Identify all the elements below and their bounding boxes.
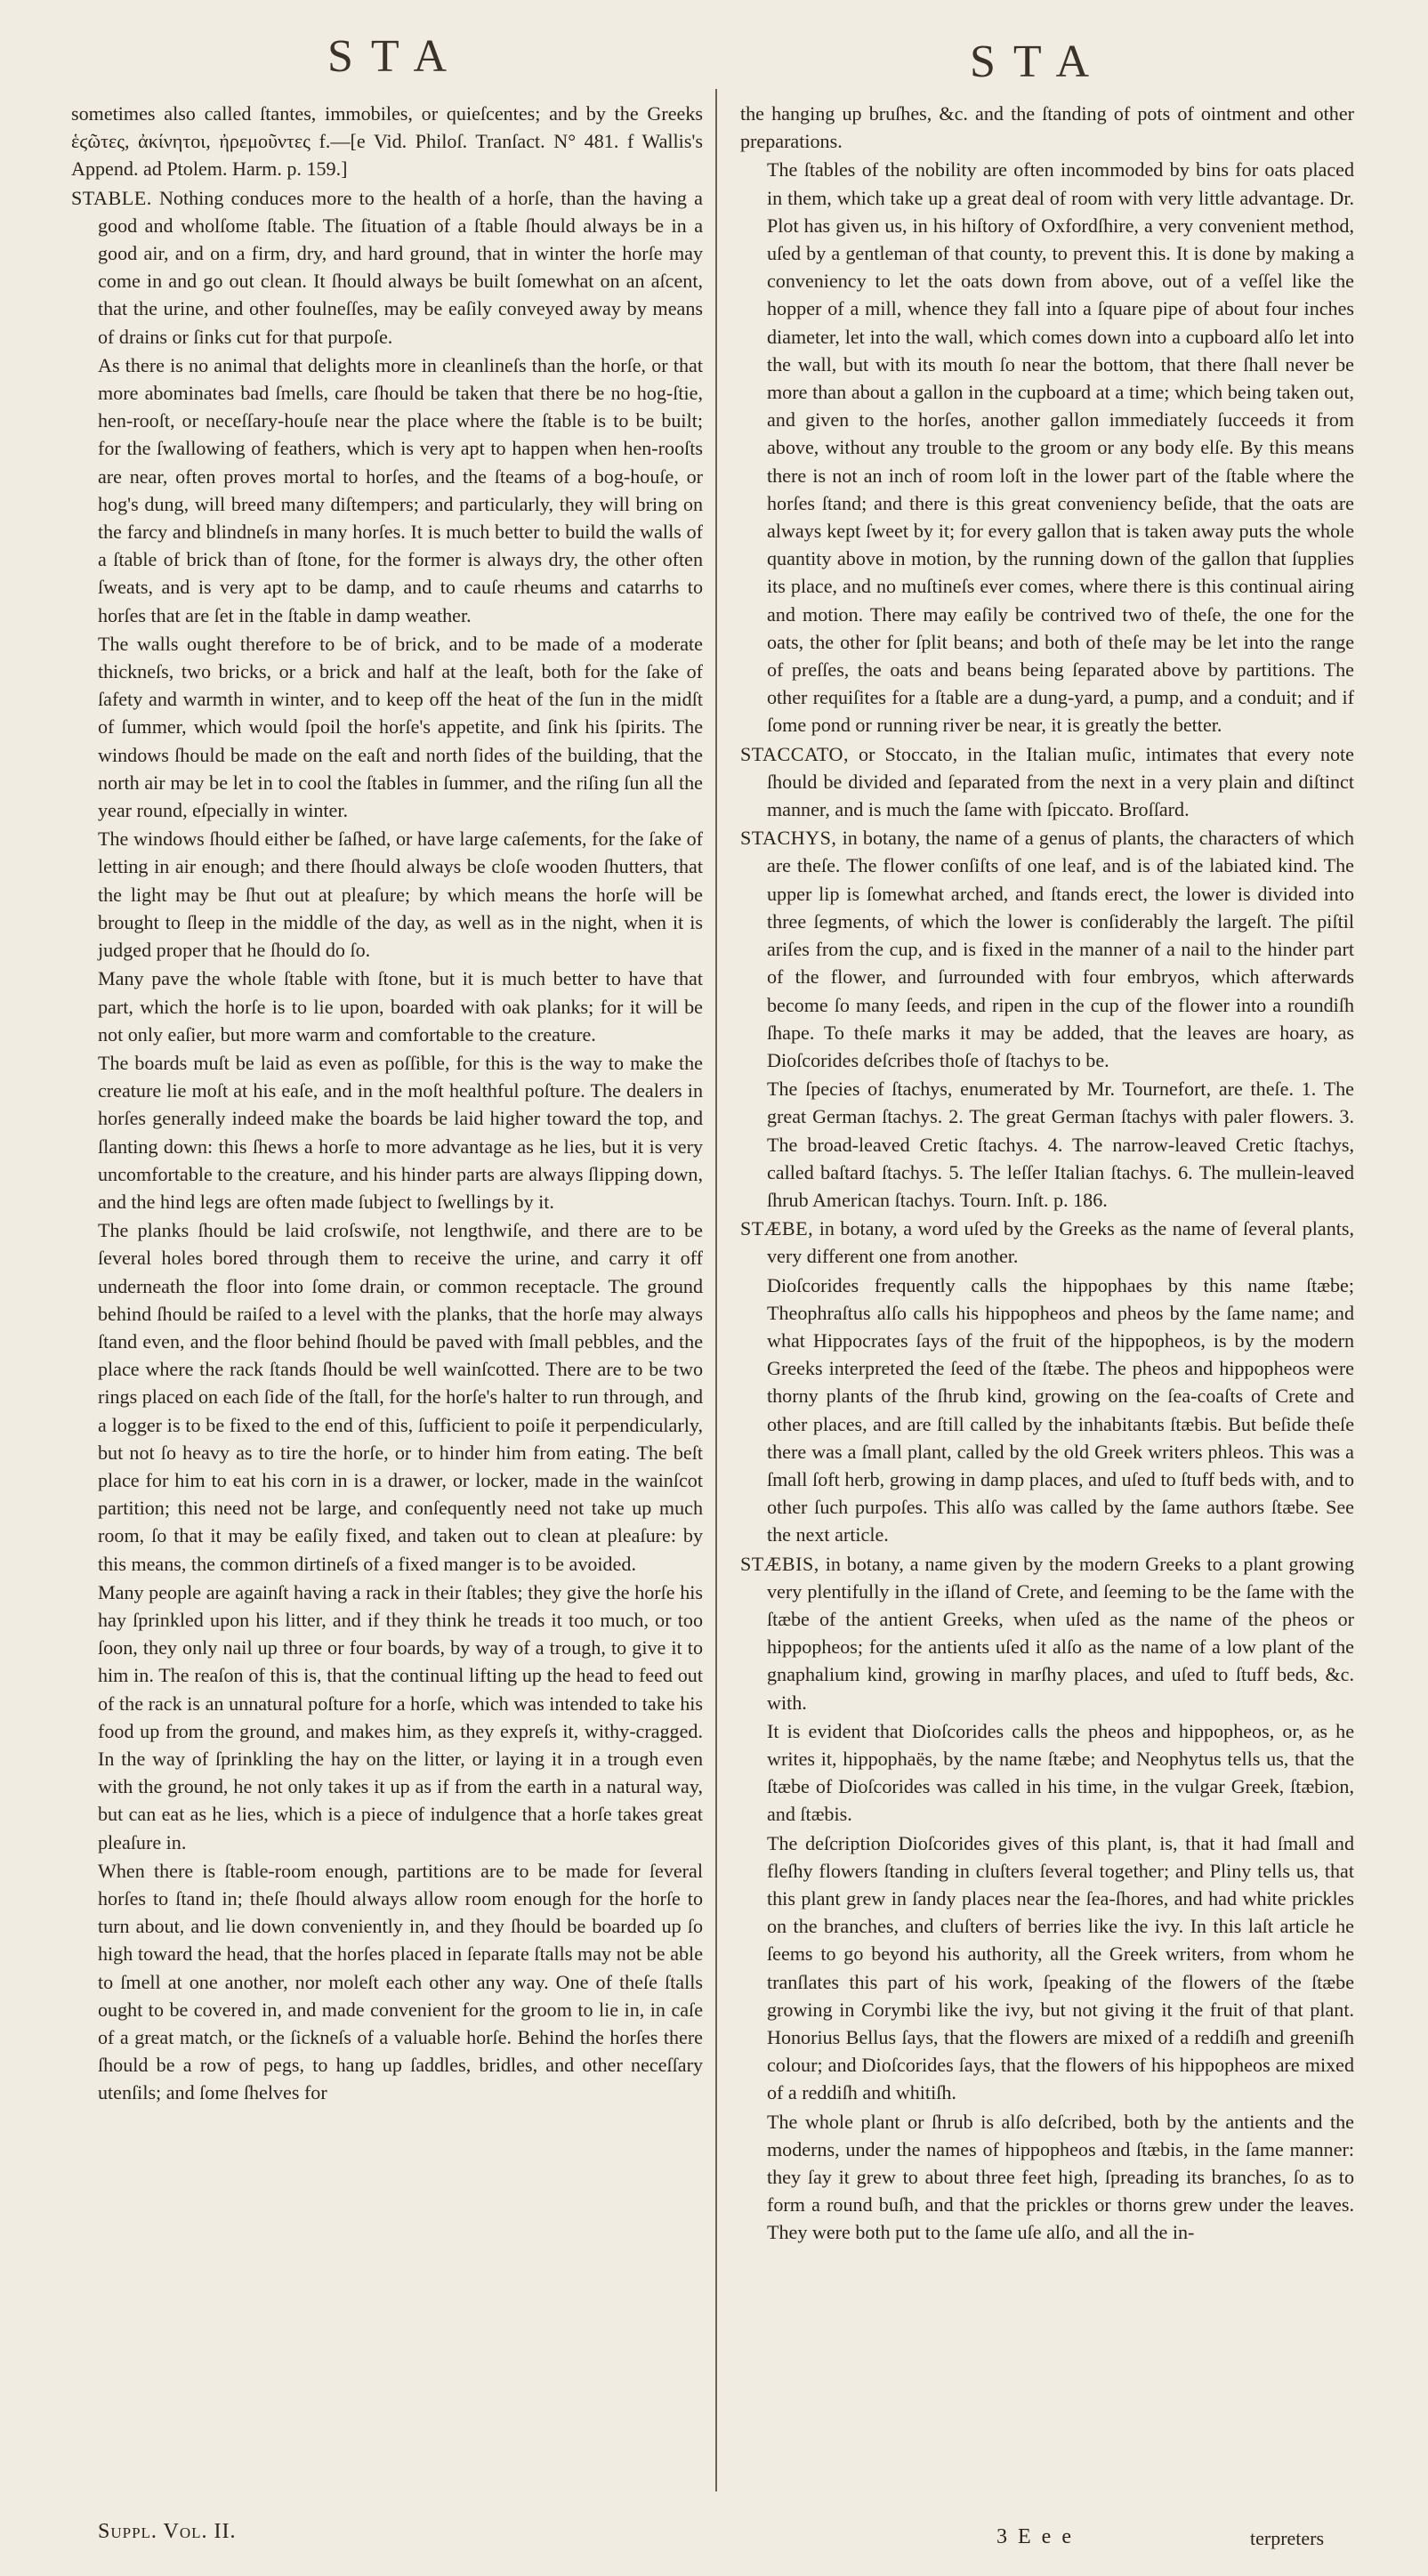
paragraph — [71, 825, 703, 964]
paragraph-text: in botany, a word uſed by the Greeks as the name of ſeveral plants, very different one from another. — [767, 1217, 1354, 1268]
headword: STÆBIS, — [740, 1552, 819, 1575]
paragraph — [71, 965, 703, 1048]
dictionary-entry — [740, 1215, 1354, 1270]
paragraph — [740, 100, 1354, 155]
paragraph-text: The planks ſhould be laid croſswiſe, not lengthwiſe, and there are to be ſeveral holes bored through them to receive the urine, and carry it off underneath the floor into ſome drain, or common receptacle. The ground behind ſhould be raiſed to a level with the planks, that the horſe may always ſtand even, and the floor behind ſhould be paved with ſmall pebbles, and the place where the rack ſtands ſhould be well wainſcotted. There are to be two rings placed on each ſide of the ſtall, for the horſe's halter to run through, and a logger is to be fixed to the end of this, ſufficient to poiſe it perpendicularly, but not ſo heavy as to tire the horſe, or to hinder him from eating. The beſt place for him to eat his corn in is a drawer, or locker, made in the wainſcot partition; this need not be large, and conſequently need not take up much room, ſo that it may be eaſily fixed, and taken out to clean at pleaſure: by this means, the common dirtineſs of a fixed manger is to be avoided. — [98, 1219, 703, 1575]
paragraph — [740, 156, 1354, 739]
signature-mark: 3 E e e — [996, 2525, 1074, 2548]
headword: STACCATO, — [740, 742, 850, 765]
paragraph — [740, 1272, 1354, 1549]
paragraph-text: When there is ſtable-room enough, partitions are to be made for ſeveral horſes to ſtand in; theſe ſhould always allow room enough for the horſe to turn about, and lie down conveniently in, and they ſhould be boarded up ſo high toward the head, that the horſes placed in ſeparate ſtalls may not be able to ſmell at one another, nor moleſt each other any way. One of theſe ſtalls ought to be covered in, and made convenient for the groom to lie in, in caſe of a great match, or the ſickneſs of a valuable horſe. Behind the horſes there ſhould be a row of pegs, to hang up ſaddles, bridles, and other neceſſary utenſils; and ſome ſhelves for — [98, 1859, 703, 2104]
running-head-right: STA — [970, 36, 1108, 87]
dictionary-entry — [740, 740, 1354, 824]
paragraph-text: or Stoccato, in the Italian muſic, intimates that every note ſhould be divided and ſeparated from the next in a very plain and diſtinct manner, and is much the ſame with ſpiccato. Broſſard. — [767, 742, 1354, 821]
catchword: terpreters — [1250, 2527, 1325, 2549]
paragraph-text: The ſtables of the nobility are often incommoded by bins for oats placed in them, which take up a great deal of room with very little advantage. Dr. Plot has given us, in his hiſtory of Oxfordſhire, a very convenient method, uſed by a gentleman of that county, to prevent this. It is done by making a conveniency to let the oats down from above, out of a veſſel like the hopper of a mill, whence they fall into a ſquare pipe of about four inches diameter, let into the wall, which comes down into a cupboard alſo let into the wall, but with its mouth ſo near the bottom, that there ſhall never be more than about a gallon in the cupboard at a time; which being taken out, and given to the horſes, another gallon immediately ſucceeds it from above, without any trouble to the groom or any body elſe. By this means there is not an inch of room loſt in the lower part of the ſtable where the horſes ſtand; and there is this great conveniency beſide, that the oats are always kept ſweet by it; for every gallon that is taken away puts the whole quantity above in motion, by the running down of the gallon that ſupplies its place, and no muſtineſs ever comes, where there is this continual airing and motion. There may eaſily be contrived two of theſe, the one for the oats, the other for ſplit beans; and both of theſe may be let into the range of preſſes, the oats and beans being ſeparated above by partitions. The other requiſites for a ſtable are a dung-yard, a pump, and a conduit; and if ſome pond or running river be near, it is greatly the better. — [767, 158, 1354, 737]
paragraph — [71, 1579, 703, 1856]
paragraph — [71, 630, 703, 824]
paragraph-text: As there is no animal that delights more in cleanlineſs than the horſe, or that more abominates bad ſmells, care ſhould be taken that there be no hog-ſtie, hen-rooſt, or neceſſary-houſe near the place where the ſtable is to be built; for the ſwallowing of feathers, which is very apt to happen when hen-rooſts are near, often proves mortal to horſes, and the ſteams of a bog-houſe, or hog's dung, will breed many diſtempers; and particularly, they will bring on the farcy and blindneſs in many horſes. It is much better to build the walls of a ſtable of brick than of ſtone, for the former is always dry, the other often ſweats, and is very apt to be damp, and to cauſe rheums and catarrhs to horſes that are ſet in the ſtable in damp weather. — [98, 353, 703, 626]
paragraph-text: in botany, a name given by the modern Greeks to a plant growing very plentifully in the iſland of Crete, and ſeeming to be the ſame with the ſtæbe of the antient Greeks, when uſed as the name of the pheos or hippopheos; for the antients uſed it alſo as the name of a low plant of the gnaphalium kind, growing in marſhy places, and uſed to ſtuff beds, &c. with. — [767, 1552, 1354, 1714]
paragraph — [71, 1857, 703, 2107]
paragraph-text: The boards muſt be laid as even as poſſible, for this is the way to make the creature lie moſt at his eaſe, and in the moſt healthful poſture. The dealers in horſes generally indeed make the boards be laid higher toward the top, and ſlanting down: this ſhews a horſe to more advantage as he lies, but it is very uncomfortable to the creature, and his hinder parts are always ſlipping down, and the hind legs are often made ſubject to ſwellings by it. — [98, 1051, 703, 1213]
paragraph-text: sometimes also called ſtantes, immobiles, or quieſcentes; and by the Greeks ἑϛῶτες, ἀκίνητοι, ἠρεμοῦντες f.—[e Vid. Philoſ. Tranſact. N° 481. f Wallis's Append. ad Ptolem. Harm. p. 159.] — [71, 102, 703, 181]
paragraph-text: the hanging up bruſhes, &c. and the ſtanding of pots of ointment and other preparations. — [740, 102, 1354, 153]
running-head-left: STA — [327, 31, 465, 82]
paragraph — [71, 1049, 703, 1215]
paragraph-text: Many people are againſt having a rack in their ſtables; they give the horſe his hay ſprinkled upon his litter, and if they think he treads it too much, or too ſoon, they only nail up three or four boards, by way of a trough, to give it to him in. The reaſon of this is, that the continual lifting up the head to feed out of the rack is an unnatural poſture for a horſe, which was intended to take his food up from the ground, and makes him, as they expreſs it, withy-cragged. In the way of ſprinkling the hay on the litter, or laying it in a trough even with the ground, he not only takes it up as if from the earth in a natural way, but can eat as he lies, which is a piece of indulgence that a horſe takes great pleaſure in. — [98, 1580, 703, 1853]
paragraph — [740, 1075, 1354, 1214]
paragraph — [71, 351, 703, 629]
column-divider — [715, 89, 717, 2491]
paragraph-text: Dioſcorides frequently calls the hippophaes by this name ſtæbe; Theophraſtus alſo calls his hippopheos and pheos by the ſame name; and what Hippocrates ſays of the fruit of the hippopheos, is by the modern Greeks interpreted the ſeed of the ſtæbe. The pheos and hippopheos were thorny plants of the ſhrub kind, growing on the ſea-coaſts of Crete and other places, and are ſtill called by the inhabitants ſtæbis. But beſide theſe there was a ſmall plant, called by the old Greek writers phleos. This was a ſmall ſoft herb, growing in damp places, and uſed to ſtuff beds with, and to other ſuch purpoſes. This alſo was called by the ſame authors ſtæbe. See the next article. — [767, 1273, 1354, 1546]
paragraph-text: in botany, the name of a genus of plants, the characters of which are theſe. The flower conſiſts of one leaf, and is of the labiated kind. The upper lip is ſomewhat arched, and ſtands erect, the lower is divided into three ſegments, of which the lower is conſiderably the largeſt. The piſtil ariſes from the cup, and is fixed in the manner of a nail to the hinder part of the flower, and ſurrounded with four embryos, which afterwards become ſo many ſeeds, and ripen in the cup of the flower into a roundiſh ſhape. To theſe marks it may be added, that the leaves are hoary, as Dioſcorides deſcribes thoſe of ſtachys to be. — [767, 827, 1354, 1071]
paragraph — [740, 1829, 1354, 2107]
paragraph-text: The deſcription Dioſcorides gives of this plant, is, that it had ſmall and fleſhy flowers ſtanding in cluſters ſeveral together; and Pliny tells us, that this plant grew in ſandy places near the ſea-ſhores, and had white prickles on the branches, and cluſters of berries like the ivy. In this laſt article he ſeems to go beyond his authority, all the Greek writers, from whom he tranſlates this part of his work, ſpeaking of the flowers of the ſtæbe growing in Corymbi like the ivy, but not giving it the fruit of that plant. Honorius Bellus ſays, that the flowers are mixed of a reddiſh and greeniſh colour; and Dioſcorides ſays, that the flowers of his hippopheos are mixed of a reddiſh and whitiſh. — [767, 1831, 1354, 2104]
paragraph-text: It is evident that Dioſcorides calls the pheos and hippopheos, or, as he writes it, hippophaës, by the name ſtæbe; and Neophytus tells us, that the ſtæbe of Dioſcorides was called in his time, in the vulgar Greek, ſtæbion, and ſtæbis. — [767, 1719, 1354, 1826]
paragraph-text: Nothing conduces more to the health of a horſe, than the having a good and wholſome ſtable. The ſituation of a ſtable ſhould always be in a good air, and on a firm, dry, and hard ground, that in winter the horſe may come in and go out clean. It ſhould always be built ſomewhat on an aſcent, that the urine, and other foulneſſes, may be eaſily conveyed away by means of drains or ſinks cut for that purpoſe. — [98, 186, 703, 348]
volume-footer: Suppl. Vol. II. — [98, 2520, 237, 2543]
headword: STABLE. — [71, 186, 152, 209]
paragraph-text: The windows ſhould either be ſaſhed, or have large caſements, for the ſake of letting in air enough; and there ſhould always be cloſe wooden ſhutters, that the light may be ſhut out at pleaſure; by which means the horſe will be brought to ſleep in the middle of the day, as well as in the night, when it is judged proper that he ſhould do ſo. — [98, 828, 703, 962]
dictionary-entry — [71, 184, 703, 351]
headword: STÆBE, — [740, 1217, 814, 1240]
paragraph — [71, 100, 703, 183]
paragraph — [740, 1717, 1354, 1829]
paragraph — [740, 2108, 1354, 2247]
paragraph — [71, 1216, 703, 1578]
paragraph-text: The ſpecies of ſtachys, enumerated by Mr. Tournefort, are theſe. 1. The great German ſtachys. 2. The great German ſtachys with paler flowers. 3. The broad-leaved Cretic ſtachys. 4. The narrow-leaved Cretic ſtachys, called baſtard ſtachys. 5. The leſſer Italian ſtachys. 6. The mullein-leaved ſhrub American ſtachys. Tourn. Inſt. p. 186. — [767, 1078, 1354, 1211]
dictionary-entry — [740, 1550, 1354, 1716]
left-column — [71, 100, 703, 2108]
paragraph-text: Many pave the whole ſtable with ſtone, but it is much better to have that part, which the horſe is to lie upon, boarded with oak planks; for it will be not only eaſier, but more warm and comfortable to the creature. — [98, 967, 703, 1046]
right-column — [740, 100, 1354, 2248]
paragraph-text: The walls ought therefore to be of brick, and to be made of a moderate thickneſs, two bricks, or a brick and half at the leaſt, both for the ſake of ſafety and warmth in winter, and to keep off the heat of the ſun in the midſt of ſummer, which would ſpoil the horſe's appetite, and ſink his ſpirits. The windows ſhould be made on the eaſt and north ſides of the building, that the north air may be let in to cool the ſtables in ſummer, and the riſing ſun all the year round, eſpecially in winter. — [98, 632, 703, 822]
headword: STACHYS, — [740, 827, 837, 850]
paragraph-text: The whole plant or ſhrub is alſo deſcribed, both by the antients and the moderns, under the names of hippopheos and ſtæbis, in the ſame manner: they ſay it grew to about three feet high, ſpreading its branches, ſo as to form a round buſh, and that the prickles or thorns grew under the leaves. They were both put to the ſame uſe alſo, and all the in- — [767, 2110, 1354, 2244]
dictionary-entry — [740, 824, 1354, 1074]
